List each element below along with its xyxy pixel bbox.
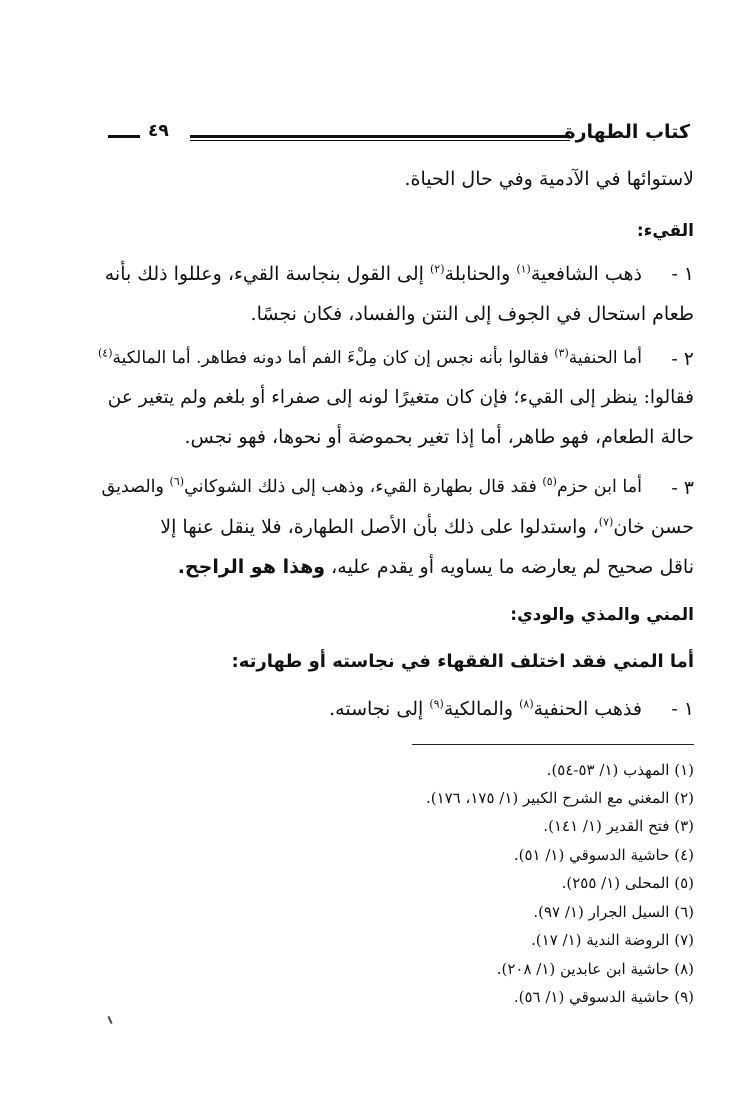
footnote: (٣) فتح القدير (١/ ١٤١). (543, 817, 694, 835)
footnote: (٢) المغني مع الشرح الكبير (١/ ١٧٥، ١٧٦). (425, 789, 694, 807)
footnote: (٨) حاشية ابن عابدين (١/ ٢٠٨). (496, 960, 694, 978)
footnote: (٤) حاشية الدسوقي (١/ ٥١). (513, 846, 694, 864)
section-heading-semen: المني والمذي والودي: (510, 605, 694, 625)
header-rule (190, 135, 570, 138)
running-header (100, 119, 690, 155)
footnote: (٧) الروضة الندية (١/ ١٧). (531, 931, 694, 949)
section-heading-vomit: القيء: (636, 221, 694, 241)
item-number: ١ - (671, 698, 694, 720)
item-text-line: حسن خان$^{(٧)}$، واستدلوا على ذلك بأن الأصل الطهارة، فلا ينقل عنها إلا (160, 515, 694, 538)
item-text-line: فقالوا: ينظر إلى القيء؛ فإن كان متغيرًا لونه إلى صفراء أو بلغم ولم يتغير عن (107, 387, 694, 408)
preferred-opinion: وهذا هو الراجح. (177, 556, 326, 578)
item-text-line: ذهب الشافعية$^{(١)}$ والحنابلة$^{(٢)}$ إلى القول بنجاسة القيء، وعللوا ذلك بأنه (104, 262, 642, 285)
chapter-title: كتاب الطهارة (564, 121, 690, 143)
item-text-line: أما ابن حزم$^{(٥)}$ فقد قال بطهارة القيء، وذهب إلى ذلك الشوكاني$^{(٦)}$ والصديق (101, 475, 642, 497)
page-number: ٤٩ (148, 121, 169, 141)
item-text-line: فذهب الحنفية$^{(٨)}$ والمالكية$^{(٩)}$ إلى نجاسته. (329, 697, 642, 720)
item-number: ١ - (671, 263, 694, 285)
paragraph-line: لاستوائها في الآدمية وفي حال الحياة. (404, 168, 694, 190)
conclusion-text: ناقل صحيح لم يعارضه ما يساويه أو يقدم عليه، (331, 556, 694, 578)
item-text-line-conclusion (95, 556, 694, 579)
item-text-line: طعام استحال في الجوف إلى النتن والفساد، فكان نجسًا. (250, 303, 694, 325)
footnote: (٦) السيل الجرار (١/ ٩٧). (533, 903, 694, 921)
item-text-line: حالة الطعام، فهو طاهر، أما إذا تغير بحموضة أو نحوها، فهو نجس. (184, 426, 694, 448)
footnote-separator (412, 744, 694, 745)
item-text-line: أما الحنفية$^{(٣)}$ فقالوا بأنه نجس إن كان مِلْءَ الفم أما دونه فطاهر. أما المالكية$^{(٤)}$ (98, 346, 642, 368)
item-number: ٢ - (671, 348, 694, 370)
footnote: (١) المهذب (١/ ٥٣-٥٤). (546, 761, 694, 779)
scan-mark (107, 1016, 112, 1024)
header-rule-short (108, 135, 140, 138)
footnote: (٩) حاشية الدسوقي (١/ ٥٦). (513, 988, 694, 1006)
item-number: ٣ - (671, 477, 694, 499)
section-intro: أما المني فقد اختلف الفقهاء في نجاسته أو طهارته: (231, 651, 694, 672)
footnote: (٥) المحلى (١/ ٢٥٥). (561, 874, 694, 892)
